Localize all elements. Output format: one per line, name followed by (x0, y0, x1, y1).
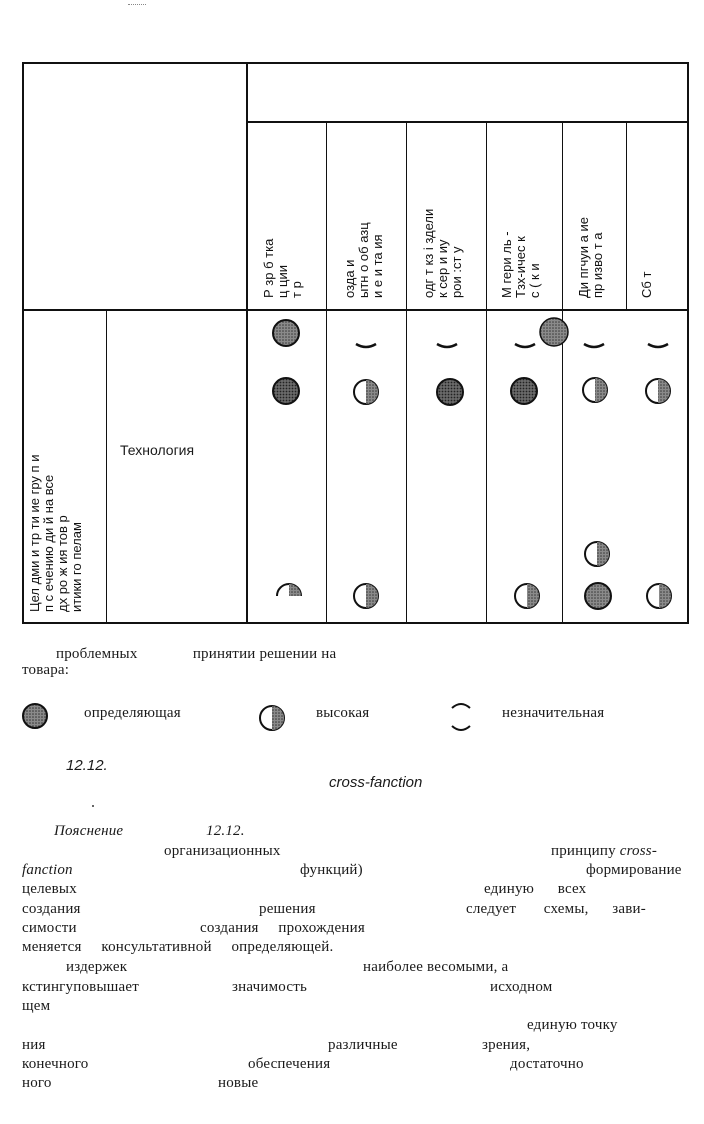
text-line: исходном (490, 979, 553, 995)
high-dot (647, 584, 671, 608)
decisive-dot (437, 379, 463, 405)
text-line: организационных (164, 843, 281, 859)
row-label-goal: Цел дми и тр ти ие гру п и п с ечению ди й на все дх ро ж ия тов р итики го пелам (27, 454, 84, 612)
text-line: формирование (586, 862, 682, 878)
high-dot (585, 542, 609, 566)
text-line: кстингуповышает (22, 979, 139, 995)
legend-caption-2: товара: (22, 662, 70, 678)
high-dot (583, 378, 607, 402)
col-header-prototype: озда и ытн о об азц и е и та ия (342, 222, 385, 298)
text-line: создания прохождения (200, 920, 365, 936)
minor-dot (515, 344, 535, 347)
text-line: наиболее весомыми, а (363, 959, 509, 975)
legend-decisive-icon (20, 701, 50, 731)
decisive-dot (273, 320, 299, 346)
text-line: различные (328, 1037, 398, 1053)
text-line: решения (259, 901, 316, 917)
text-line: меняется консультативной определяющей. (22, 939, 334, 955)
legend-caption: проблемных принятии решении на (56, 646, 337, 662)
figure-number: 12.12. (66, 757, 108, 774)
high-dot (354, 584, 378, 608)
text-line: обеспечения (248, 1056, 331, 1072)
text-line: функций) (300, 862, 363, 878)
legend-minor-label: незначительная (502, 705, 605, 721)
col-header-production: Ди пгчуи а ие пр изво т а (576, 217, 605, 298)
text-line: щем (22, 998, 51, 1014)
legend-decisive-label: определяющая (84, 705, 181, 721)
text-line: ного (22, 1075, 52, 1091)
decisive-dot (511, 378, 537, 404)
minor-dot (584, 344, 604, 347)
decisive-dot (273, 378, 299, 404)
text-line: издержек (66, 959, 128, 975)
text-line: создания (22, 901, 81, 917)
legend-minor-icon (446, 698, 476, 734)
text-line: принципу cross- (551, 843, 658, 859)
text-line: единую всех (484, 881, 587, 897)
text-line: значимость (232, 979, 308, 995)
text-line: достаточно (510, 1056, 584, 1072)
minor-dot (356, 344, 376, 347)
stray-dot (92, 805, 94, 807)
row-label-technology: Технология (120, 442, 195, 458)
minor-dot (648, 344, 668, 347)
col-header-serial-prep: одг т кз і здели к сер и иу рои :ст у (421, 208, 464, 298)
decisive-dot (585, 583, 611, 609)
high-dot (515, 584, 539, 608)
text-fig-ref: 12.12. (206, 823, 245, 839)
figure-title: cross-fanction (329, 774, 423, 791)
high-dot (277, 584, 301, 596)
legend-high-label: высокая (316, 705, 370, 721)
decisive-dot (540, 318, 568, 346)
high-dot (354, 380, 378, 404)
text-line: симости (22, 920, 77, 936)
text-line: целевых (22, 881, 77, 897)
text-line: fanction (22, 862, 73, 878)
text-line: зрения, (482, 1037, 531, 1053)
text-line: единую точку (527, 1017, 618, 1033)
col-header-development: Р зр б тка ц ции т р (261, 238, 304, 298)
text-line: конечного (22, 1056, 89, 1072)
minor-dot (437, 344, 457, 347)
col-header-logistics: М гери ль - Тзх-ичес к с ( к и (499, 231, 542, 298)
text-explanation: Пояснение (54, 823, 124, 839)
text-line: ния (22, 1037, 46, 1053)
text-line: новые (218, 1075, 259, 1091)
legend-high-icon (257, 703, 287, 733)
text-line: следует схемы, зави- (466, 901, 646, 917)
col-header-sales: Сб т (639, 271, 654, 298)
high-dot (646, 379, 670, 403)
